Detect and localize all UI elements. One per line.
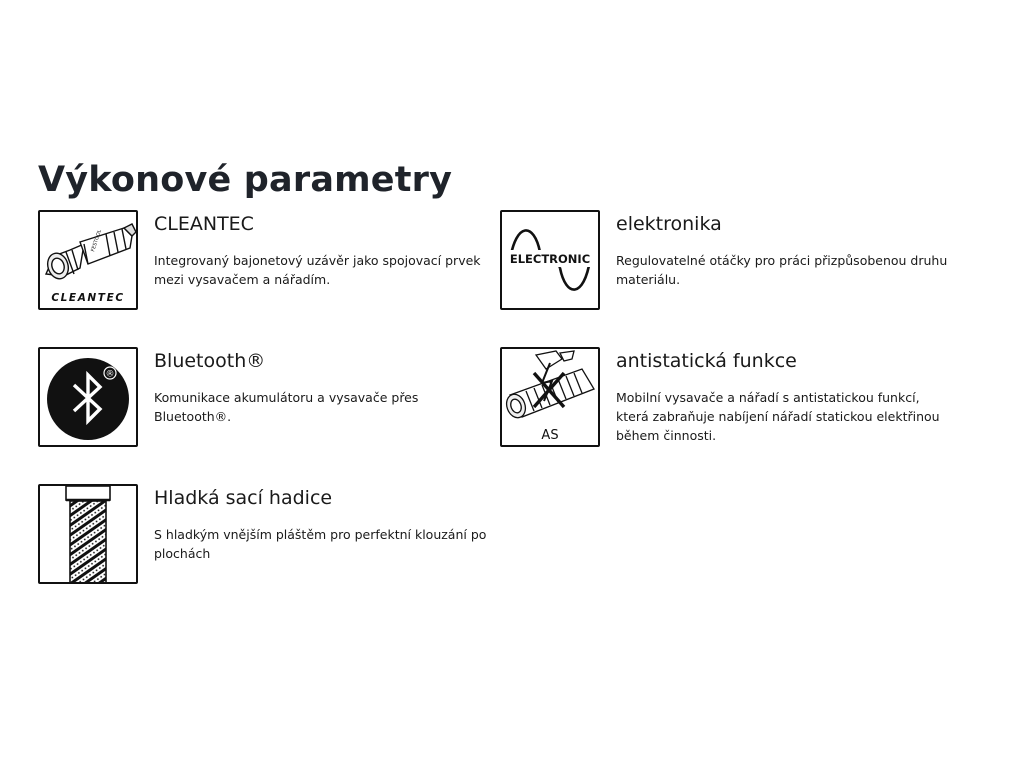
feature-description: Mobilní vysavače a nářadí s antistatickou funkcí, která zabraňuje nabíjení nářadí statickou elektřinou během činnosti. (616, 390, 940, 443)
smooth-hose-icon (38, 484, 138, 584)
cleantec-brand-text: FESTOOL (90, 228, 103, 253)
feature-description: S hladkým vnějším pláštěm pro perfektní klouzání po plochách (154, 527, 487, 561)
electronic-icon-label: ELECTRONIC (509, 252, 591, 266)
bluetooth-icon (38, 347, 138, 447)
feature-description: Integrovaný bajonetový uzávěr jako spojovací prvek mezi vysavačem a nářadím. (154, 253, 481, 287)
electronic-wave-icon (500, 210, 600, 310)
antistatic-hose-icon (500, 347, 600, 447)
feature-bluetooth (38, 347, 488, 447)
feature-title: Hladká sací hadice (154, 487, 333, 509)
feature-title: elektronika (616, 213, 722, 235)
cleantec-connector-icon (38, 210, 138, 310)
registered-mark-text: ® (105, 369, 115, 380)
feature-description: Regulovatelné otáčky pro práci přizpůsobenou druhu materiálu. (616, 253, 948, 287)
feature-antistaticka (500, 347, 950, 447)
feature-description: Komunikace akumulátoru a vysavače přes Bluetooth®. (154, 390, 419, 424)
antistatic-icon-label: AS (541, 428, 559, 443)
feature-cleantec (38, 210, 488, 310)
feature-elektronika (500, 210, 950, 310)
feature-title: CLEANTEC (154, 213, 254, 235)
feature-title: Bluetooth® (154, 350, 266, 372)
feature-hladka-hadice (38, 484, 488, 584)
cleantec-icon-label: CLEANTEC (51, 292, 125, 304)
feature-title: antistatická funkce (616, 350, 797, 372)
page-title: Výkonové parametry (38, 160, 453, 200)
